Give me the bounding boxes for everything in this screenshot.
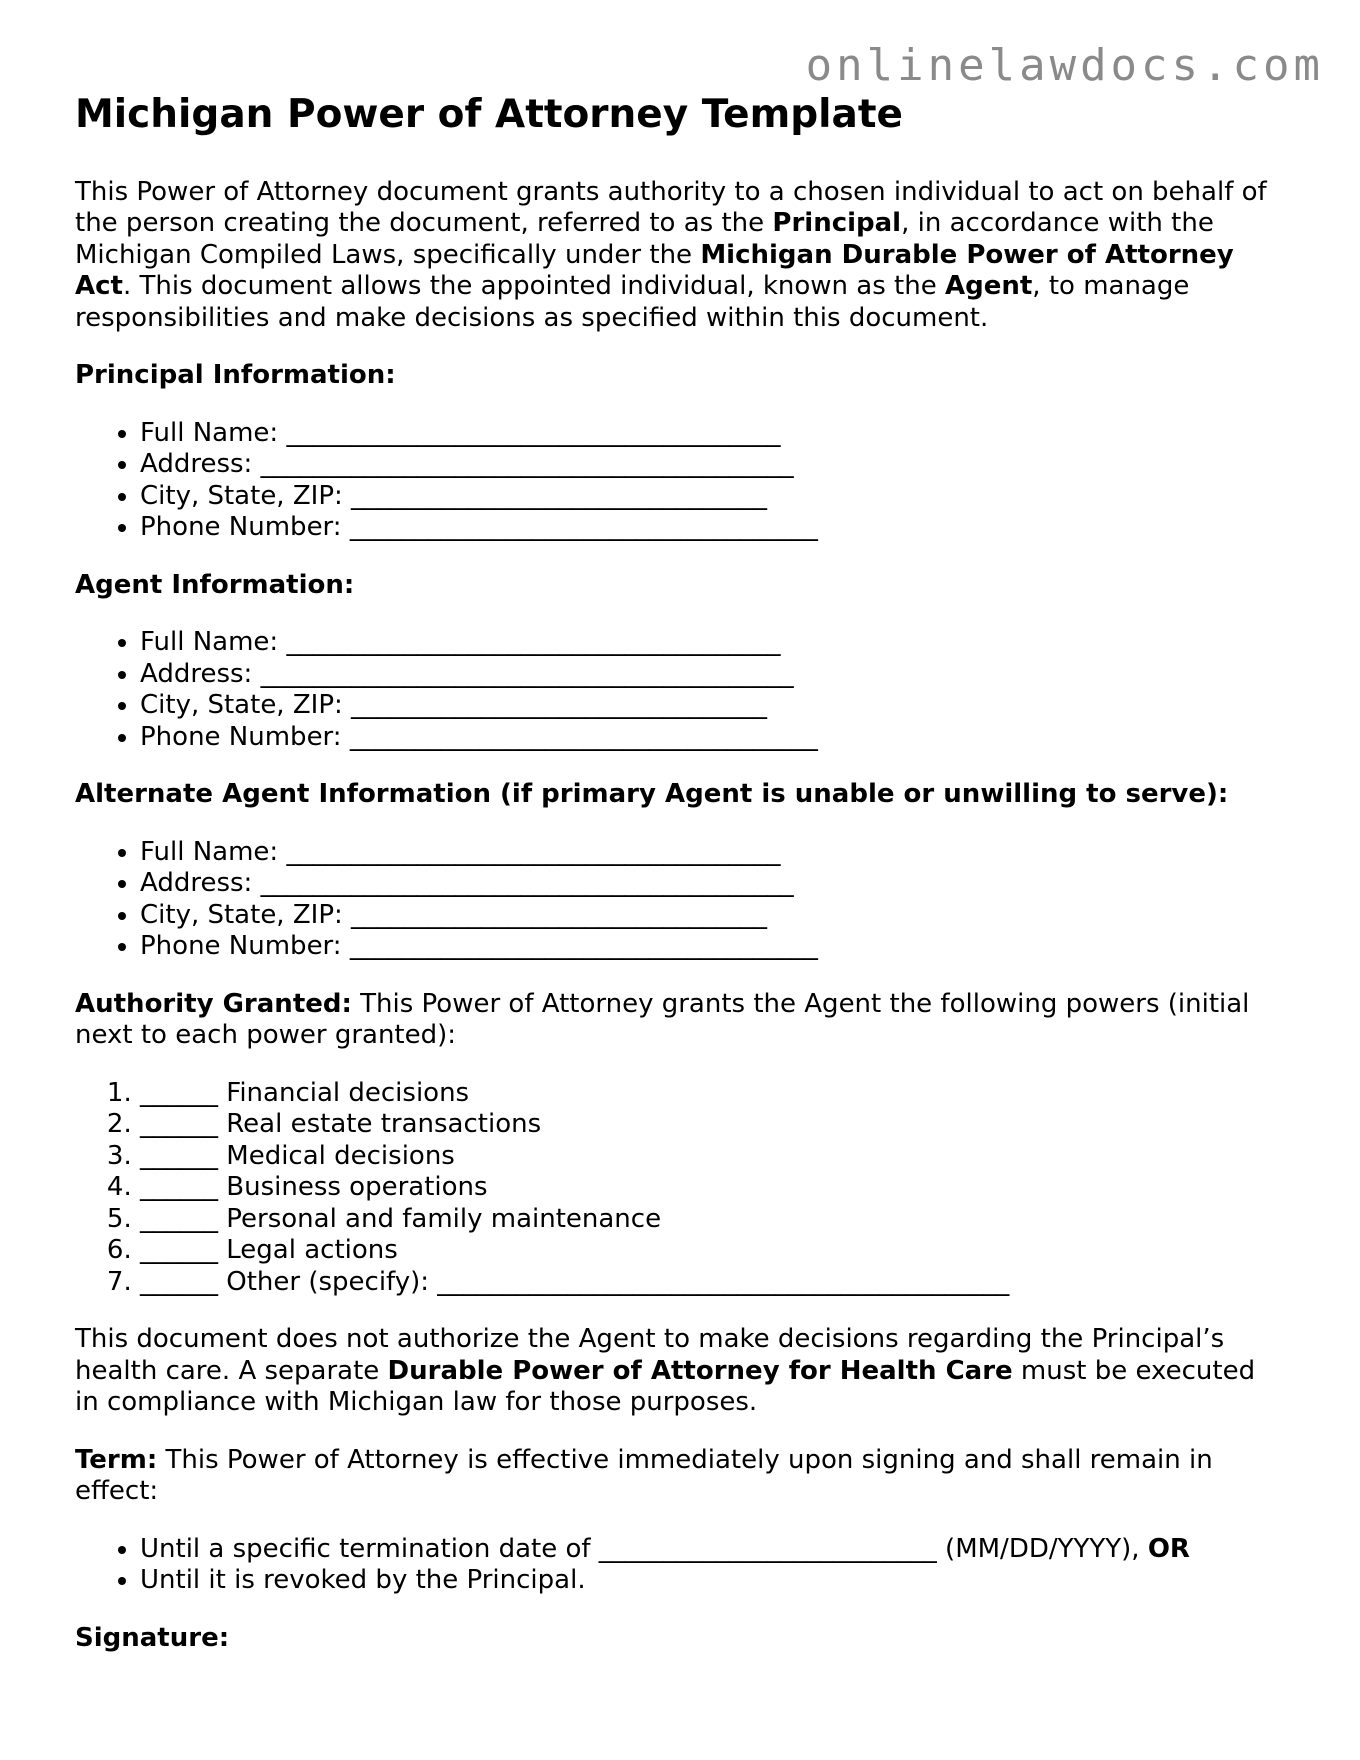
alternate-agent-heading: Alternate Agent Information (if primary Agent is unable or unwilling to serve): <box>75 779 1229 810</box>
power-legal[interactable]: 6. ______ Legal actions <box>140 1235 1285 1267</box>
principal-phone-field[interactable]: • Phone Number: ____________________________________ <box>140 512 1285 544</box>
authority-label: Authority Granted: <box>75 988 352 1019</box>
power-real-estate[interactable]: 2. ______ Real estate transactions <box>140 1109 1285 1141</box>
term-paragraph: Term: This Power of Attorney is effective immediately upon signing and shall remain in effect: <box>75 1444 1213 1507</box>
authority-powers-list <box>75 1078 1285 1299</box>
term-label: Term: <box>75 1444 158 1475</box>
principal-full-name-field[interactable]: • Full Name: ______________________________________ <box>140 418 1285 450</box>
authority-paragraph: Authority Granted: This Power of Attorney grants the Agent the following powers (initial next to each power granted): <box>75 988 1250 1051</box>
power-medical[interactable]: 3. ______ Medical decisions <box>140 1141 1285 1173</box>
document-title: Michigan Power of Attorney Template <box>75 92 903 137</box>
intro-paragraph: This Power of Attorney document grants authority to a chosen individual to act on behalf of the person creating the document, referred to as the Principal, in accordance with the Michigan Compiled Laws, specifically under the Michigan Durable Power of Attorney Act. This document allows the appointed individual, known as the Agent, to manage responsibilities and make decisions as specified within this document. <box>75 176 1267 333</box>
agent-address-field[interactable]: • Address: _________________________________________ <box>140 659 1285 691</box>
signature-heading: Signature: <box>75 1622 230 1653</box>
term-option-revoked[interactable]: • Until it is revoked by the Principal. <box>140 1565 1285 1597</box>
term-options-list <box>75 1534 1285 1597</box>
agent-city-state-zip-field[interactable]: • City, State, ZIP: ________________________________ <box>140 690 1285 722</box>
alternate-city-state-zip-field[interactable]: • City, State, ZIP: ________________________________ <box>140 900 1285 932</box>
power-financial[interactable]: 1. ______ Financial decisions <box>140 1078 1285 1110</box>
agent-phone-field[interactable]: • Phone Number: ____________________________________ <box>140 722 1285 754</box>
healthcare-paragraph: This document does not authorize the Agent to make decisions regarding the Principal’s health care. A separate Durable Power of Attorney for Health Care must be executed in compliance with Michigan law for those purposes. <box>75 1324 1256 1418</box>
alternate-agent-list <box>75 837 1285 963</box>
alternate-phone-field[interactable]: • Phone Number: ____________________________________ <box>140 931 1285 963</box>
power-other[interactable]: 7. ______ Other (specify): ____________________________________________ <box>140 1267 1285 1299</box>
principal-address-field[interactable]: • Address: _________________________________________ <box>140 449 1285 481</box>
principal-city-state-zip-field[interactable]: • City, State, ZIP: ________________________________ <box>140 481 1285 513</box>
alternate-full-name-field[interactable]: • Full Name: ______________________________________ <box>140 837 1285 869</box>
document-page <box>75 92 1285 1680</box>
agent-info-list <box>75 627 1285 753</box>
alternate-address-field[interactable]: • Address: _________________________________________ <box>140 868 1285 900</box>
principal-info-list <box>75 418 1285 544</box>
term-option-date[interactable]: • Until a specific termination date of __________________________ (MM/DD/YYYY), OR <box>140 1534 1285 1566</box>
watermark: onlinelawdocs.com <box>805 40 1324 91</box>
power-business[interactable]: 4. ______ Business operations <box>140 1172 1285 1204</box>
agent-info-heading: Agent Information: <box>75 569 355 600</box>
power-personal-family[interactable]: 5. ______ Personal and family maintenance <box>140 1204 1285 1236</box>
agent-full-name-field[interactable]: • Full Name: ______________________________________ <box>140 627 1285 659</box>
principal-info-heading: Principal Information: <box>75 360 396 391</box>
